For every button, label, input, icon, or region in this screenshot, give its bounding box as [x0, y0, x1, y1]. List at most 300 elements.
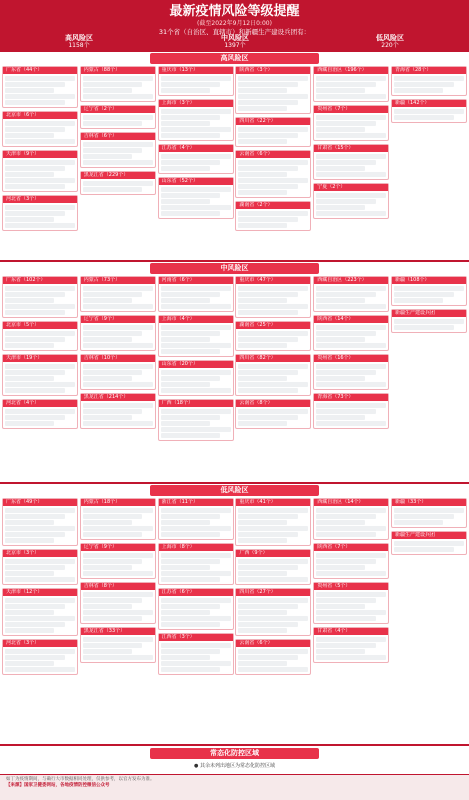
region-title: 广东省（49个）: [3, 499, 77, 506]
area-line: [5, 172, 54, 177]
region-column: [80, 66, 156, 198]
area-line: [316, 520, 365, 525]
area-line: [394, 115, 454, 120]
region-title: 山东省（52个）: [159, 178, 233, 185]
region-box: [235, 117, 311, 147]
area-line: [83, 598, 143, 603]
area-line: [83, 298, 132, 303]
region-title: 吉林省（10个）: [81, 355, 155, 362]
area-line: [161, 127, 231, 132]
page-title: 最新疫情风险等级提醒: [169, 4, 300, 19]
area-line: [238, 139, 287, 144]
area-line: [161, 286, 231, 291]
area-line: [5, 571, 54, 576]
area-line: [394, 325, 454, 330]
region-box: [2, 195, 78, 231]
area-line: [316, 76, 386, 81]
footer-note: 如丁为疫情期间，与确行大市数据相同处理，仅供参考，以官方发布为准。: [6, 777, 155, 782]
region-column: [313, 498, 389, 666]
area-line: [83, 76, 153, 81]
area-line: [5, 178, 75, 183]
region-title: 湖南省（25个）: [236, 322, 310, 329]
area-line: [83, 82, 143, 87]
region-box: [158, 633, 234, 675]
region-box: [313, 582, 389, 624]
area-line: [316, 526, 386, 531]
region-box: [2, 399, 78, 429]
region-title: 新疆（142个）: [392, 100, 466, 107]
area-line: [316, 598, 376, 603]
region-title: 西藏自治区（196个）: [314, 67, 388, 74]
region-title: 云南省（6个）: [236, 640, 310, 647]
region-box: [2, 549, 78, 585]
area-line: [5, 415, 65, 420]
subtitle: 31个省（自治区、直辖市）和新疆生产建设兵团有：: [158, 28, 311, 36]
area-line: [161, 649, 221, 654]
area-line: [5, 388, 65, 393]
region-title: 广东省（102个）: [3, 277, 77, 284]
area-line: [316, 298, 365, 303]
region-title: 四川省（82个）: [236, 355, 310, 362]
region-title: 天津市（12个）: [3, 589, 77, 596]
area-line: [394, 88, 443, 93]
area-line: [238, 421, 287, 426]
area-line: [238, 364, 308, 369]
area-line: [5, 121, 75, 126]
region-box: [80, 105, 156, 129]
region-title: 天津市（19个）: [3, 355, 77, 362]
area-line: [161, 298, 210, 303]
area-line: [238, 667, 308, 672]
area-line: [5, 88, 54, 93]
region-title: 四川省（27个）: [236, 589, 310, 596]
area-line: [83, 148, 143, 153]
area-line: [238, 649, 308, 654]
region-title: 吉林省（6个）: [81, 133, 155, 140]
area-line: [316, 121, 376, 126]
area-line: [5, 310, 65, 315]
area-line: [161, 508, 231, 513]
area-line: [5, 331, 75, 336]
area-line: [5, 421, 54, 426]
area-line: [161, 331, 221, 336]
area-line: [161, 166, 210, 171]
area-line: [316, 553, 386, 558]
region-title: 重庆市（13个）: [159, 67, 233, 74]
area-line: [83, 115, 153, 120]
region-title: 辽宁省（2个）: [81, 106, 155, 113]
area-line: [316, 382, 386, 387]
region-title: 四川省（22个）: [236, 118, 310, 125]
region-box: [235, 498, 311, 546]
region-box: [80, 171, 156, 195]
area-line: [316, 304, 386, 309]
area-line: [5, 127, 65, 132]
area-line: [316, 133, 386, 138]
area-line: [316, 376, 365, 381]
area-line: [238, 298, 287, 303]
area-line: [238, 661, 287, 666]
region-box: [235, 639, 311, 675]
region-box: [80, 498, 156, 540]
area-line: [238, 76, 308, 81]
area-line: [316, 154, 386, 159]
area-line: [5, 217, 54, 222]
region-box: [391, 498, 467, 528]
region-title: 广西（9个）: [236, 550, 310, 557]
area-line: [5, 298, 54, 303]
area-line: [316, 508, 386, 513]
region-box: [235, 276, 311, 318]
region-box: [80, 582, 156, 624]
region-title: 上海市（4个）: [159, 316, 233, 323]
area-line: [316, 559, 376, 564]
area-line: [5, 409, 75, 414]
region-box: [80, 132, 156, 168]
region-box: [80, 393, 156, 429]
area-line: [161, 667, 221, 672]
high-risk-title: 高风险区: [150, 53, 319, 64]
region-box: [313, 105, 389, 141]
area-line: [5, 94, 75, 99]
area-line: [238, 304, 308, 309]
area-line: [83, 382, 153, 387]
area-line: [316, 409, 376, 414]
area-line: [5, 166, 65, 171]
area-line: [161, 325, 231, 330]
area-line: [161, 349, 221, 354]
region-title: 内蒙古（18个）: [81, 499, 155, 506]
region-box: [80, 315, 156, 351]
area-line: [83, 160, 153, 165]
area-line: [238, 616, 308, 621]
area-line: [5, 376, 54, 381]
region-column: [235, 498, 311, 678]
area-line: [316, 205, 365, 210]
area-line: [5, 205, 75, 210]
area-line: [316, 199, 376, 204]
area-line: [316, 211, 386, 216]
region-title: 西藏自治区（14个）: [314, 499, 388, 506]
area-line: [5, 628, 54, 633]
normal-title: 常态化防控区域: [150, 748, 319, 759]
area-line: [83, 571, 153, 576]
area-line: [161, 187, 231, 192]
area-line: [5, 610, 54, 615]
area-line: [316, 193, 386, 198]
region-box: [2, 498, 78, 546]
area-line: [238, 217, 298, 222]
area-line: [161, 571, 231, 576]
area-line: [83, 343, 153, 348]
region-title: 广东省（44个）: [3, 67, 77, 74]
region-box: [158, 177, 234, 219]
area-line: [83, 292, 143, 297]
area-line: [161, 211, 221, 216]
area-line: [238, 598, 308, 603]
area-line: [161, 388, 231, 393]
area-line: [161, 415, 221, 420]
region-title: 江苏省（4个）: [159, 145, 233, 152]
area-line: [238, 532, 298, 537]
region-box: [313, 315, 389, 351]
area-line: [316, 94, 386, 99]
region-box: [158, 66, 234, 96]
region-title: 甘肃省（15个）: [314, 145, 388, 152]
area-line: [238, 223, 287, 228]
region-box: [313, 627, 389, 663]
region-box: [2, 150, 78, 192]
area-line: [238, 370, 298, 375]
area-line: [5, 211, 65, 216]
area-line: [238, 415, 298, 420]
area-line: [83, 559, 143, 564]
area-line: [5, 538, 54, 543]
area-line: [161, 598, 231, 603]
area-line: [161, 610, 210, 615]
region-box: [158, 543, 234, 585]
area-line: [161, 655, 210, 660]
region-title: 陕西省（14个）: [314, 316, 388, 323]
area-line: [83, 565, 132, 570]
area-line: [83, 337, 132, 342]
area-line: [238, 286, 308, 291]
area-line: [5, 184, 65, 189]
area-line: [161, 88, 210, 93]
region-title: 重庆市（47个）: [236, 277, 310, 284]
region-column: [80, 276, 156, 432]
region-title: 青海省（73个）: [314, 394, 388, 401]
area-line: [316, 649, 365, 654]
area-line: [5, 370, 65, 375]
region-column: [2, 276, 78, 432]
area-line: [238, 514, 298, 519]
area-line: [5, 304, 75, 309]
region-box: [391, 276, 467, 306]
area-line: [161, 520, 210, 525]
normal-text: ● 其余未列出地区为常态化防控区域: [194, 763, 275, 769]
region-column: [80, 498, 156, 666]
area-line: [394, 541, 464, 546]
region-title: 上海市（3个）: [159, 100, 233, 107]
area-line: [161, 622, 221, 627]
area-line: [238, 133, 298, 138]
region-box: [391, 66, 467, 96]
area-line: [5, 160, 75, 165]
region-box: [158, 276, 234, 312]
region-box: [235, 354, 311, 396]
region-title: 河北省（3个）: [3, 640, 77, 647]
area-line: [83, 610, 153, 615]
region-box: [2, 588, 78, 636]
area-line: [161, 133, 221, 138]
region-column: [235, 276, 311, 432]
area-line: [316, 616, 376, 621]
area-line: [238, 82, 298, 87]
area-line: [238, 559, 308, 564]
area-line: [83, 94, 153, 99]
region-column: [158, 498, 234, 678]
region-title: 陕西省（7个）: [314, 544, 388, 551]
area-line: [5, 364, 75, 369]
area-line: [316, 172, 386, 177]
area-line: [161, 382, 210, 387]
area-line: [394, 547, 454, 552]
area-line: [238, 310, 298, 315]
region-title: 吉林省（8个）: [81, 583, 155, 590]
area-line: [161, 433, 221, 438]
area-line: [316, 421, 386, 426]
area-line: [161, 421, 210, 426]
region-title: 北京市（3个）: [3, 550, 77, 557]
region-box: [80, 276, 156, 312]
area-line: [83, 325, 153, 330]
area-line: [238, 292, 298, 297]
region-title: 贵州省（16个）: [314, 355, 388, 362]
area-line: [161, 199, 210, 204]
area-line: [238, 127, 308, 132]
area-line: [316, 286, 386, 291]
region-box: [2, 354, 78, 396]
low-risk-section: [0, 484, 469, 744]
region-box: [158, 99, 234, 141]
area-line: [161, 76, 231, 81]
header: [0, 0, 469, 50]
area-line: [83, 637, 153, 642]
area-line: [5, 577, 75, 582]
area-line: [83, 526, 153, 531]
region-box: [235, 321, 311, 351]
area-line: [238, 565, 298, 570]
region-title: 山东省（20个）: [159, 361, 233, 368]
region-title: 青海省（28个）: [392, 67, 466, 74]
area-line: [316, 370, 376, 375]
region-box: [80, 354, 156, 390]
region-box: [235, 399, 311, 429]
area-line: [161, 82, 221, 87]
region-title: 贵州省（7个）: [314, 106, 388, 113]
area-line: [161, 154, 231, 159]
region-title: 黑龙江省（214个）: [81, 394, 155, 401]
region-box: [80, 543, 156, 579]
area-line: [83, 142, 153, 147]
area-line: [83, 154, 132, 159]
area-line: [316, 88, 365, 93]
area-line: [316, 331, 376, 336]
area-line: [161, 577, 221, 582]
area-line: [238, 190, 287, 195]
area-line: [238, 172, 287, 177]
count-mid: 中风险区 1397个: [221, 34, 249, 49]
area-line: [316, 166, 365, 171]
area-line: [161, 376, 221, 381]
region-box: [2, 276, 78, 318]
area-line: [238, 604, 298, 609]
area-line: [161, 115, 221, 120]
area-line: [5, 667, 75, 672]
region-box: [158, 399, 234, 441]
area-line: [5, 520, 54, 525]
area-line: [83, 304, 153, 309]
area-line: [394, 508, 464, 513]
area-line: [161, 553, 231, 558]
area-line: [83, 121, 143, 126]
region-title: 天津市（9个）: [3, 151, 77, 158]
low-risk-title: 低风险区: [150, 485, 319, 496]
region-title: 新疆（108个）: [392, 277, 466, 284]
area-line: [316, 610, 386, 615]
area-line: [316, 592, 386, 597]
area-line: [161, 643, 231, 648]
normal-section: [0, 746, 469, 774]
area-line: [394, 514, 454, 519]
area-line: [83, 370, 143, 375]
region-box: [313, 66, 389, 102]
area-line: [238, 526, 308, 531]
area-line: [161, 616, 231, 621]
region-column: [158, 66, 234, 222]
area-line: [5, 223, 75, 228]
area-line: [316, 415, 365, 420]
area-line: [238, 337, 298, 342]
area-line: [5, 343, 54, 348]
area-line: [238, 622, 298, 627]
area-line: [161, 193, 221, 198]
area-line: [316, 643, 376, 648]
region-title: 新疆生产建设兵团: [392, 532, 466, 539]
region-column: [2, 66, 78, 234]
region-box: [391, 531, 467, 555]
region-title: 贵州省（5个）: [314, 583, 388, 590]
region-title: 云南省（6个）: [236, 151, 310, 158]
region-title: 新疆（33个）: [392, 499, 466, 506]
area-line: [161, 559, 221, 564]
region-column: [2, 498, 78, 678]
region-title: 北京市（5个）: [3, 322, 77, 329]
area-line: [238, 382, 308, 387]
update-date: (截至2022年9月12日0:00): [197, 20, 272, 27]
area-line: [161, 109, 231, 114]
area-line: [83, 286, 153, 291]
region-box: [2, 66, 78, 108]
area-line: [316, 82, 376, 87]
area-line: [5, 655, 65, 660]
footer-source: 【来源】国家卫健委网站，各地疫情防控微信公众号: [6, 783, 110, 788]
area-line: [83, 514, 143, 519]
area-line: [238, 376, 287, 381]
area-line: [5, 565, 65, 570]
area-line: [5, 559, 75, 564]
mid-risk-section: [0, 262, 469, 482]
region-box: [80, 627, 156, 663]
area-line: [316, 514, 376, 519]
region-box: [391, 309, 467, 333]
area-line: [316, 655, 386, 660]
region-title: 内蒙古（73个）: [81, 277, 155, 284]
region-box: [313, 498, 389, 540]
area-line: [161, 337, 210, 342]
region-box: [158, 360, 234, 396]
area-line: [238, 628, 287, 633]
region-column: [235, 66, 311, 234]
region-title: 江苏省（6个）: [159, 589, 233, 596]
region-box: [313, 543, 389, 579]
region-title: 新疆生产建设兵团: [392, 310, 466, 317]
area-line: [161, 121, 210, 126]
area-line: [316, 292, 376, 297]
area-line: [5, 337, 65, 342]
area-line: [238, 331, 308, 336]
